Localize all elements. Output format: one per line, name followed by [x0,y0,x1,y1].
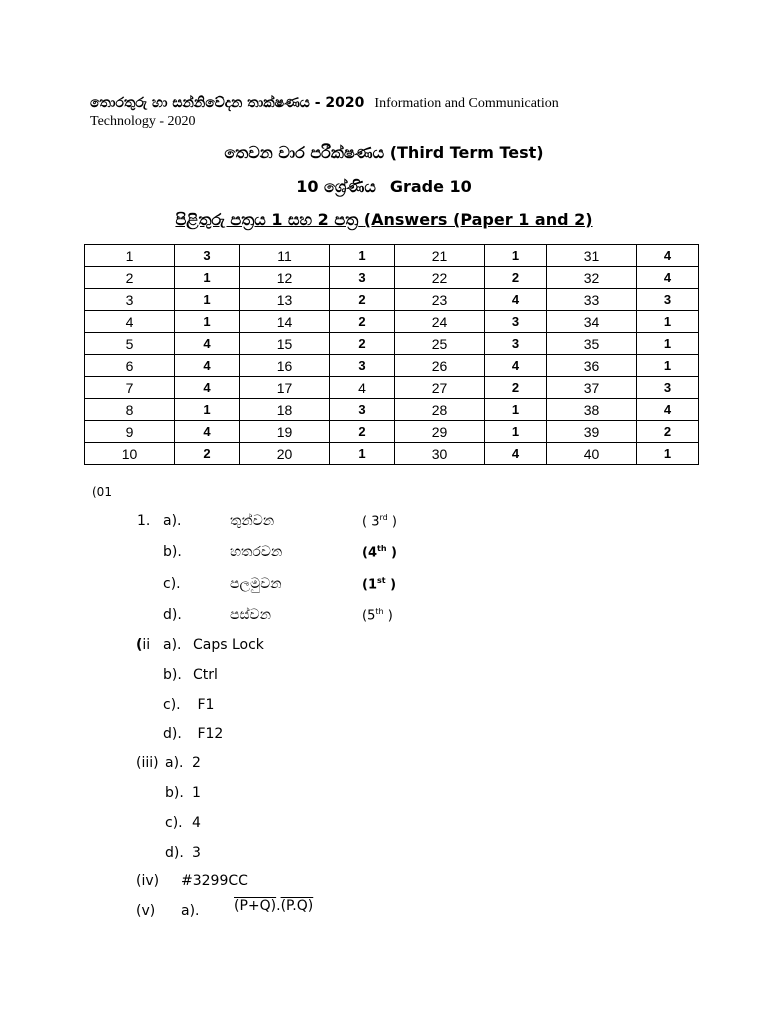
question-number-cell: 10 [85,443,175,465]
section-marker: (01 [92,485,112,499]
q3-item-value: 3 [192,845,201,861]
answer-cell: 1 [175,267,240,289]
q2-item-label: c). [163,697,181,713]
q1-item-label: d). [163,607,182,623]
question-number-cell: 6 [85,355,175,377]
table-row [85,421,699,443]
answer-cell: 1 [175,289,240,311]
question-number-cell: 3 [85,289,175,311]
answer-cell: 2 [330,421,395,443]
question-number-cell: 24 [395,311,485,333]
answer-cell: 2 [485,267,547,289]
question-number-cell: 5 [85,333,175,355]
answer-cell: 2 [330,311,395,333]
answer-cell: 1 [485,245,547,267]
table-row [85,377,699,399]
q2-item-label: d). [163,726,182,742]
question-number-cell: 8 [85,399,175,421]
answer-cell: 4 [637,399,699,421]
answer-cell: 1 [637,443,699,465]
q1-item-sinhala: පස්වන [230,607,271,623]
question-number-cell: 2 [85,267,175,289]
q5-label: a). [181,903,200,919]
answer-cell: 4 [175,355,240,377]
q2-item-label: b). [163,667,182,683]
question-number-cell: 22 [395,267,485,289]
answer-cell: 2 [485,377,547,399]
answer-cell: 2 [637,421,699,443]
table-row [85,443,699,465]
question-number-cell: 21 [395,245,485,267]
q2-item-label: a). [163,637,182,653]
question-number-cell: 36 [547,355,637,377]
q4-value: #3299CC [181,873,248,889]
answer-cell: 1 [637,355,699,377]
grade-title: 10 ශ්‍රේණිය Grade 10 [296,177,472,196]
answer-cell: 1 [330,245,395,267]
question-number-cell: 4 [85,311,175,333]
question-number-cell: 9 [85,421,175,443]
table-row [85,267,699,289]
answer-cell: 1 [330,443,395,465]
q3-roman: (iii) [136,755,159,771]
question-number-cell: 18 [240,399,330,421]
answer-cell: 4 [485,289,547,311]
q1-item-sinhala: හතරවන [230,544,283,560]
q3-item-label: c). [165,815,183,831]
question-number-cell: 17 [240,377,330,399]
answer-cell: 4 [485,355,547,377]
question-number-cell: 14 [240,311,330,333]
question-number-cell: 25 [395,333,485,355]
table-row [85,399,699,421]
q3-item-value: 2 [192,755,201,771]
question-number-cell: 33 [547,289,637,311]
question-number-cell: 1 [85,245,175,267]
answer-cell: 4 [175,377,240,399]
answer-cell: 4 [485,443,547,465]
q3-item-value: 4 [192,815,201,831]
answer-cell: 1 [175,311,240,333]
answer-cell: 2 [330,333,395,355]
question-number-cell: 20 [240,443,330,465]
answer-cell: 1 [637,311,699,333]
table-row [85,333,699,355]
table-row [85,289,699,311]
question-number-cell: 38 [547,399,637,421]
q1-item-label: c). [163,576,181,592]
question-number-cell: 12 [240,267,330,289]
answer-cell: 4 [637,245,699,267]
q2-item-value: F1 [193,697,215,713]
q5-roman: (v) [136,903,156,919]
q2-roman: (ii [136,637,151,653]
answers-title: පිළිතුරු පත්‍රය 1 සහ 2 පත්‍ර (Answers (Paper 1 and 2) [175,210,593,229]
answer-cell: 2 [175,443,240,465]
q5-expression: (P+Q).(P.Q) [234,898,314,914]
question-number-cell: 37 [547,377,637,399]
q1-number: 1. [137,513,151,529]
question-number-cell: 28 [395,399,485,421]
answer-cell: 3 [330,355,395,377]
term-title: තෙවන වාර පරීක්ෂණය (Third Term Test) [224,143,544,162]
question-number-cell: 29 [395,421,485,443]
question-number-cell: 32 [547,267,637,289]
answer-cell: 3 [637,289,699,311]
question-number-cell: 26 [395,355,485,377]
question-number-cell: 16 [240,355,330,377]
q1-item-label: a). [163,513,182,529]
q1-item-sinhala: තුන්වන [230,513,275,529]
answer-cell: 3 [485,333,547,355]
question-number-cell: 31 [547,245,637,267]
q1-item-ordinal: ( 3rd ) [362,513,397,530]
table-row [85,245,699,267]
answer-cell: 1 [175,399,240,421]
q1-item-ordinal: (5th ) [362,607,393,624]
q1-item-ordinal: (4th ) [362,544,397,561]
subject-sinhala: තොරතුරු හා සන්නිවේදන තාක්ෂණය - 2020 [90,95,365,111]
q3-item-label: d). [165,845,184,861]
answer-table [84,244,699,465]
q4-roman: (iv) [136,873,160,889]
answer-cell: 3 [330,399,395,421]
q1-item-ordinal: (1st ) [362,576,397,593]
q3-item-value: 1 [192,785,201,801]
answer-cell: 3 [485,311,547,333]
question-number-cell: 30 [395,443,485,465]
question-number-cell: 35 [547,333,637,355]
question-number-cell: 34 [547,311,637,333]
document-header [90,94,690,131]
question-number-cell: 27 [395,377,485,399]
answer-cell: 1 [485,399,547,421]
q2-item-value: Ctrl [193,667,218,683]
question-number-cell: 40 [547,443,637,465]
answer-cell: 3 [175,245,240,267]
question-number-cell: 23 [395,289,485,311]
answer-cell: 3 [637,377,699,399]
answer-cell: 3 [330,267,395,289]
answer-cell: 1 [637,333,699,355]
subject-english: Information and Communication [374,96,559,111]
question-number-cell: 11 [240,245,330,267]
answer-cell: 4 [175,333,240,355]
table-row [85,311,699,333]
answer-cell: 4 [637,267,699,289]
question-number-cell: 39 [547,421,637,443]
q3-item-label: a). [165,755,184,771]
answer-cell: 4 [175,421,240,443]
question-number-cell: 13 [240,289,330,311]
answer-cell: 2 [330,289,395,311]
subject-english-line2: Technology - 2020 [90,114,196,129]
question-number-cell: 7 [85,377,175,399]
q2-item-value: Caps Lock [193,637,264,653]
q1-item-label: b). [163,544,182,560]
answer-cell: 4 [330,377,395,399]
question-number-cell: 15 [240,333,330,355]
q2-item-value: F12 [193,726,224,742]
table-row [85,355,699,377]
q1-item-sinhala: පලමුවන [230,576,282,592]
question-number-cell: 19 [240,421,330,443]
q3-item-label: b). [165,785,184,801]
answer-cell: 1 [485,421,547,443]
